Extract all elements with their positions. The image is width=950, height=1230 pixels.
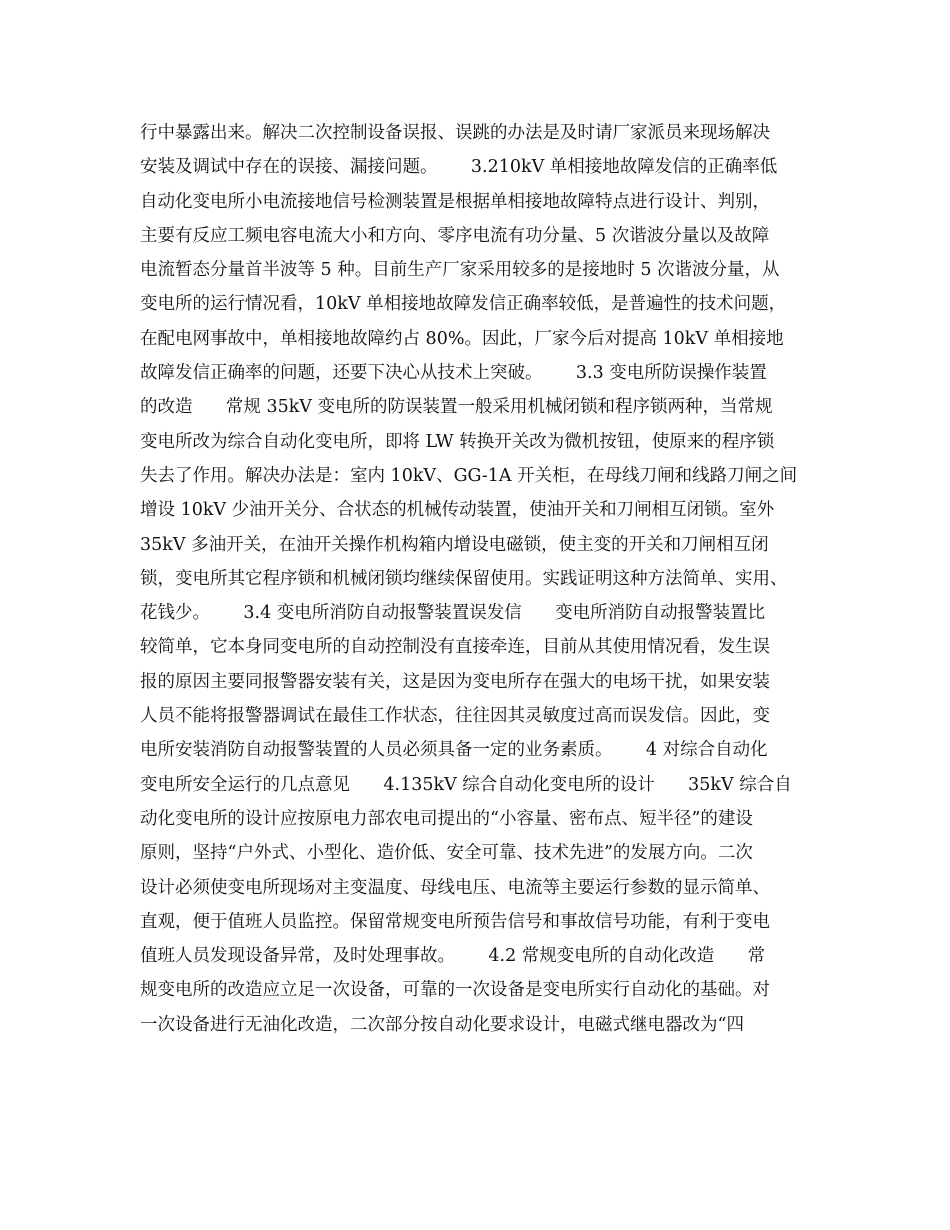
text-line: 动化变电所的设计应按原电力部农电司提出的“小容量、密布点、短半径”的建设 (140, 808, 753, 829)
text-line: 变电所改为综合自动化变电所，即将 LW 转换开关改为微机按钮，使原来的程序锁 (140, 431, 775, 452)
text-line: 报的原因主要同报警器安装有关，这是因为变电所存在强大的电场干扰，如果安装 (140, 671, 770, 692)
text-line: 变电所的运行情况看，10kV 单相接地故障发信正确率较低，是普遍性的技术问题， (140, 294, 787, 315)
text-line: 安装及调试中存在的误接、漏接问题。 3.210kV 单相接地故障发信的正确率低 (140, 157, 778, 178)
text-line: 失去了作用。解决办法是：室内 10kV、GG-1A 开关柜，在母线刀闸和线路刀闸之间 (140, 465, 798, 486)
text-line: 值班人员发现设备异常，及时处理事故。 4.2 常规变电所的自动化改造 常 (140, 946, 766, 967)
text-line: 35kV 多油开关，在油开关操作机构箱内增设电磁锁，使主变的开关和刀闸相互闭 (140, 534, 769, 555)
text-line: 较简单，它本身同变电所的自动控制没有直接牵连，目前从其使用情况看，发生误 (140, 637, 770, 658)
body-text (140, 116, 840, 1042)
text-line: 锁，变电所其它程序锁和机械闭锁均继续保留使用。实践证明这种方法简单、实用、 (140, 568, 788, 589)
text-line: 规变电所的改造应立足一次设备，可靠的一次设备是变电所实行自动化的基础。对 (140, 980, 770, 1001)
text-line: 自动化变电所小电流接地信号检测装置是根据单相接地故障特点进行设计、判别， (140, 191, 770, 212)
text-line: 电流暂态分量首半波等 5 种。目前生产厂家采用较多的是接地时 5 次谐波分量，从 (140, 260, 780, 281)
text-line: 在配电网事故中，单相接地故障约占 80%。因此，厂家今后对提高 10kV 单相接地 (140, 328, 784, 349)
text-line: 直观，便于值班人员监控。保留常规变电所预告信号和事故信号功能，有利于变电 (140, 911, 770, 932)
text-line: 一次设备进行无油化改造，二次部分按自动化要求设计，电磁式继电器改为“四 (140, 1014, 744, 1035)
text-line: 设计必须使变电所现场对主变温度、母线电压、电流等主要运行参数的显示简单、 (140, 877, 770, 898)
text-line: 人员不能将报警器调试在最佳工作状态，往往因其灵敏度过高而误发信。因此，变 (140, 706, 770, 727)
text-line: 主要有反应工频电容电流大小和方向、零序电流有功分量、5 次谐波分量以及故障 (140, 225, 770, 246)
text-line: 花钱少。 3.4 变电所消防自动报警装置误发信 变电所消防自动报警装置比 (140, 603, 766, 624)
text-line: 的改造 常规 35kV 变电所的防误装置一般采用机械闭锁和程序锁两种，当常规 (140, 397, 773, 418)
text-line: 原则，坚持“户外式、小型化、造价低、安全可靠、技术先进”的发展方向。二次 (140, 843, 753, 864)
text-line: 变电所安全运行的几点意见 4.135kV 综合自动化变电所的设计 35kV 综合自 (140, 774, 792, 795)
text-line: 电所安装消防自动报警装置的人员必须具备一定的业务素质。 4 对综合自动化 (140, 740, 768, 761)
text-line: 增设 10kV 少油开关分、合状态的机械传动装置，使油开关和刀闸相互闭锁。室外 (140, 500, 775, 521)
text-line: 故障发信正确率的问题，还要下决心从技术上突破。 3.3 变电所防误操作装置 (140, 363, 767, 384)
text-line: 行中暴露出来。解决二次控制设备误报、误跳的办法是及时请厂家派员来现场解决 (140, 123, 770, 143)
